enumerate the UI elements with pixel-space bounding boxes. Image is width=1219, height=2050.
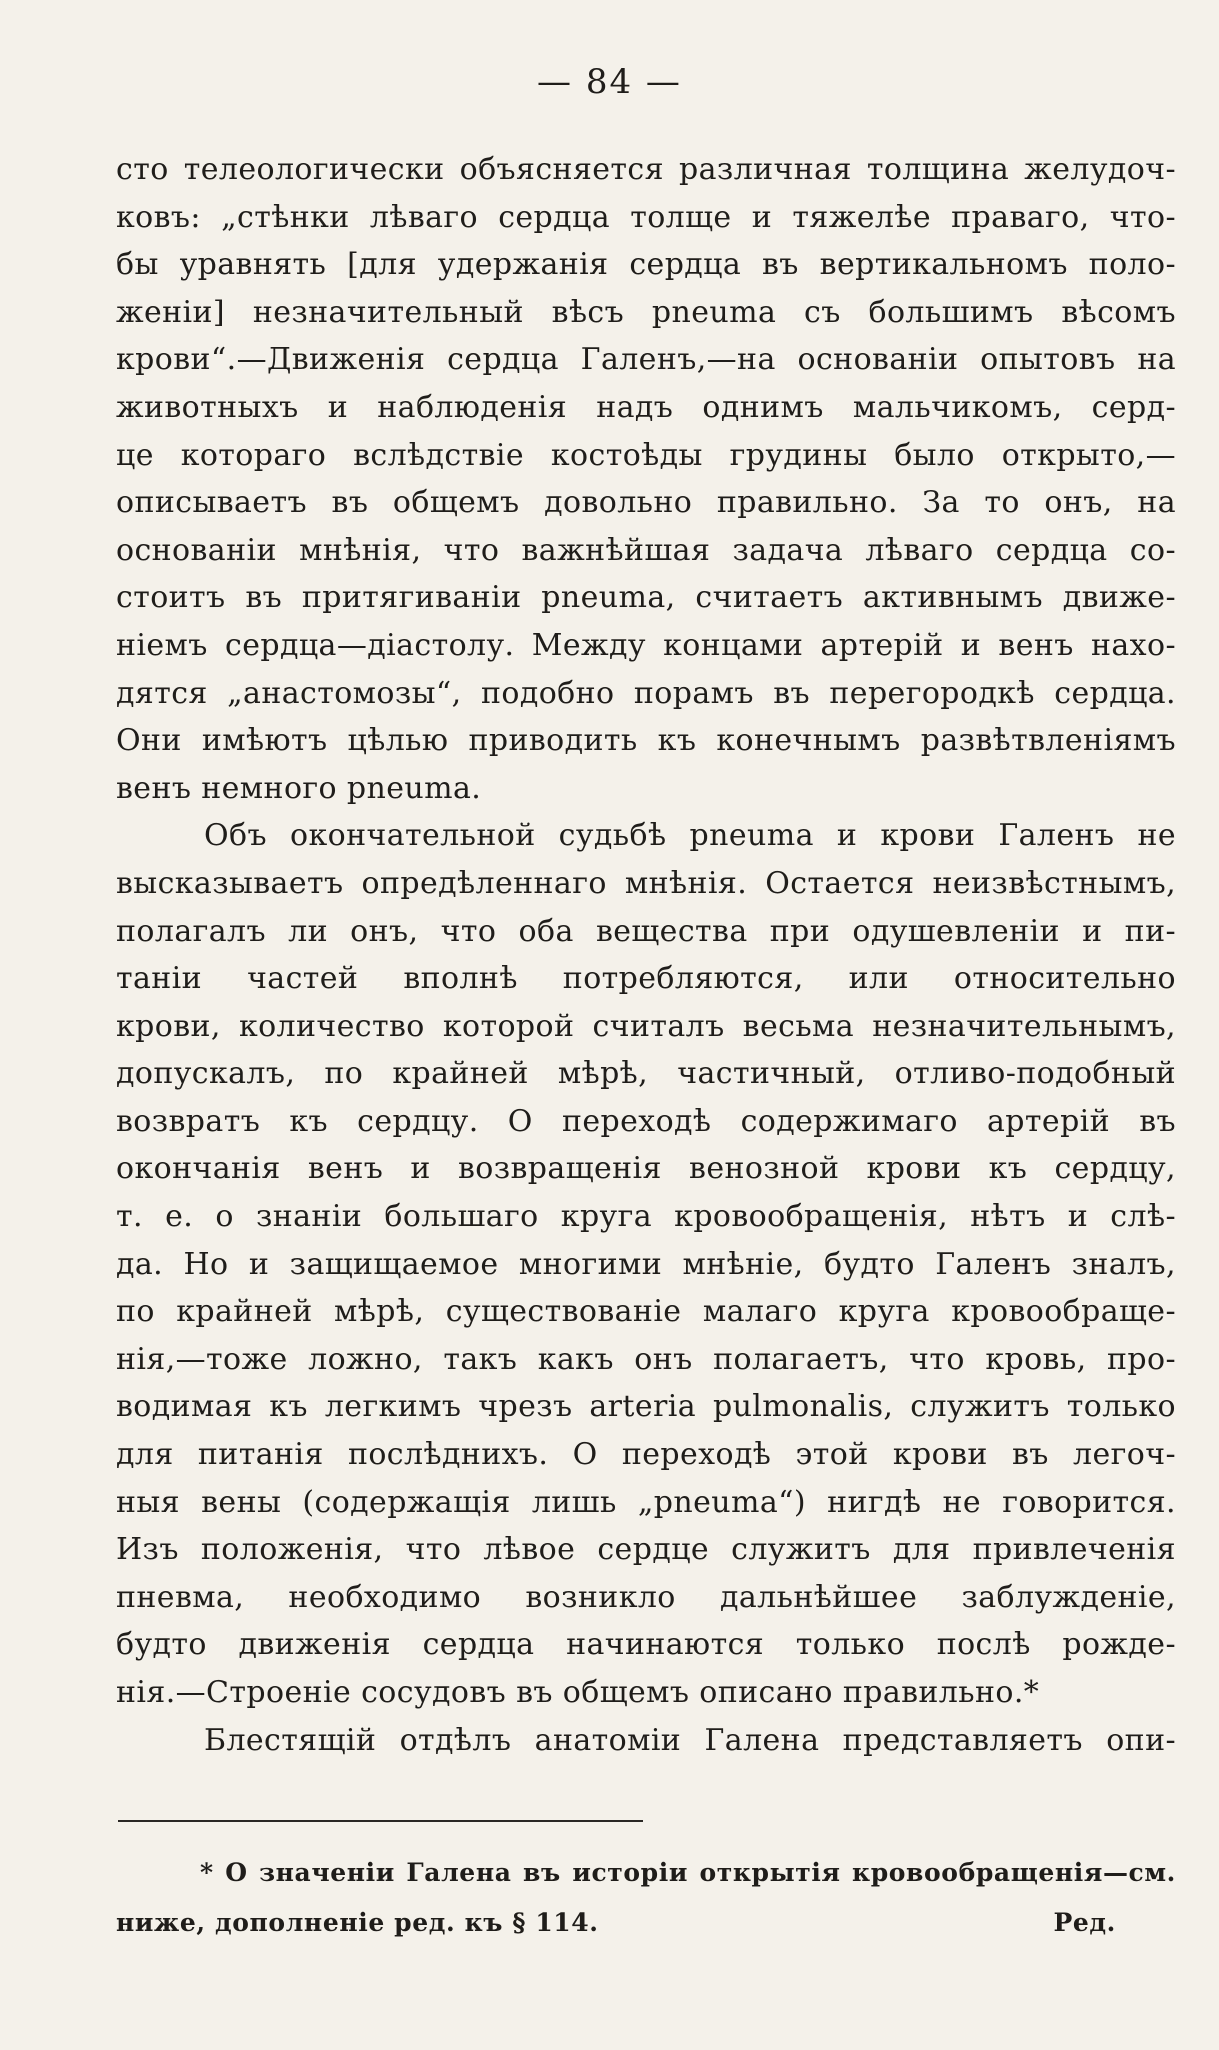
text-line: пневма, необходимо возникло дальнѣйшее заблужденіе, <box>116 1579 1176 1615</box>
text-line: т. е. о знаніи большаго круга кровообращенія, нѣтъ и слѣ- <box>116 1199 1176 1235</box>
text-line: для питанія послѣднихъ. О переходѣ этой крови въ легоч- <box>116 1437 1176 1473</box>
footnote-line <box>116 1898 1176 1948</box>
text-line: ныя вены (содержащія лишь „pneuma“) нигдѣ не говорится. <box>116 1484 1176 1520</box>
paragraph-3 <box>116 1717 1176 1765</box>
text-line: Блестящій отдѣлъ анатоміи Галена представляетъ опи- <box>204 1722 1176 1758</box>
text-line: сто телеологически объясняется различная толщина желудоч- <box>116 152 1176 187</box>
text-line: бы уравнять [для удержанія сердца въ вертикальномъ поло- <box>116 247 1176 283</box>
footnote <box>116 1848 1176 1948</box>
text-line: таніи частей вполнѣ потребляются, или относительно <box>116 961 1176 997</box>
text-line: нія.—Строеніе сосудовъ въ общемъ описано правильно.* <box>116 1675 1040 1710</box>
text-line: крови“.—Движенія сердца Галенъ,—на основаніи опытовъ на <box>116 342 1176 378</box>
text-line: стоитъ въ притягиваніи pneuma, считаетъ активнымъ движе- <box>116 580 1176 616</box>
text-line: Объ окончательной судьбѣ pneuma и крови Галенъ не <box>204 818 1176 854</box>
text-line: нія,—тоже ложно, такъ какъ онъ полагаетъ, что кровь, про- <box>116 1341 1176 1377</box>
text-line: животныхъ и наблюденія надъ однимъ мальчикомъ, серд- <box>116 389 1176 425</box>
text-line: ковъ: „стѣнки лѣваго сердца толще и тяжелѣе праваго, что- <box>116 199 1176 235</box>
text-line: Изъ положенія, что лѣвое сердце служитъ для привлеченія <box>116 1532 1176 1568</box>
text-line: окончанія венъ и возвращенія венозной крови къ сердцу, <box>116 1151 1176 1187</box>
text-line: возвратъ къ сердцу. О переходѣ содержимаго артерій въ <box>116 1103 1176 1139</box>
text-line: описываетъ въ общемъ довольно правильно. За то онъ, на <box>116 485 1176 521</box>
footnote-line: * О значеніи Галена въ исторіи открытія кровообращенія—см. <box>200 1858 1176 1887</box>
text-line: дятся „анастомозы“, подобно порамъ въ перегородкѣ сердца. <box>116 675 1176 711</box>
text-line: ніемъ сердца—діастолу. Между концами артерій и венъ нахо- <box>116 627 1176 663</box>
text-line: венъ немного pneuma. <box>116 770 482 806</box>
text-line: высказываетъ опредѣленнаго мнѣнія. Остается неизвѣстнымъ, <box>116 865 1176 901</box>
text-line: женіи] незначительный вѣсъ pneuma съ большимъ вѣсомъ <box>116 294 1176 330</box>
text-line: водимая къ легкимъ чрезъ arteria pulmonalis, служитъ только <box>116 1389 1176 1425</box>
text-line: основаніи мнѣнія, что важнѣйшая задача лѣваго сердца со- <box>116 532 1176 568</box>
text-line: по крайней мѣрѣ, существованіе малаго круга кровообраще- <box>116 1294 1176 1330</box>
text-line: да. Но и защищаемое многими мнѣніе, будто Галенъ зналъ, <box>116 1246 1176 1282</box>
page-number: — 84 — <box>537 62 682 102</box>
footnote-text: ниже, дополненіе ред. къ § 114. <box>116 1908 599 1937</box>
text-line: допускалъ, по крайней мѣрѣ, частичный, отливо-подобный <box>116 1056 1176 1092</box>
text-line: Они имѣютъ цѣлью приводить къ конечнымъ развѣтвленіямъ <box>116 723 1176 759</box>
paragraph-1 <box>116 146 1176 812</box>
body-text <box>116 146 1176 1764</box>
editor-mark: Ред. <box>1053 1908 1116 1937</box>
text-line: крови, количество которой считалъ весьма незначительнымъ, <box>116 1008 1176 1044</box>
text-line: це котораго вслѣдствіе костоѣды грудины было открыто,— <box>116 437 1176 473</box>
text-line: будто движенія сердца начинаются только послѣ рожде- <box>116 1627 1176 1663</box>
footnote-divider <box>118 1820 643 1822</box>
text-line: полагалъ ли онъ, что оба вещества при одушевленіи и пи- <box>116 913 1176 949</box>
paragraph-2 <box>116 812 1176 1716</box>
